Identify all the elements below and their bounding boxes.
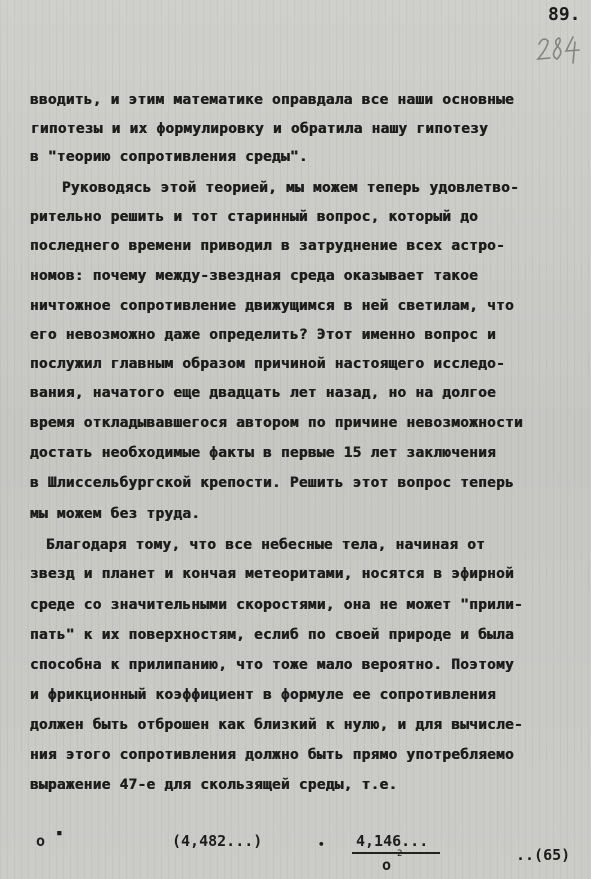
- text-line: вания, начатого еще двадцать лет назад, но на долгое: [30, 385, 497, 401]
- formula-bracket-value: (4,482...): [172, 832, 263, 850]
- text-line: пать" к их поверхностям, еслиб по своей природе и была: [30, 627, 515, 643]
- text-line: должен быть отброшен как близкий к нулю, и для вычисле-: [30, 717, 524, 733]
- formula-dot: •: [318, 838, 325, 851]
- text-line: рительно решить и тот старинный вопрос, который до: [30, 209, 479, 225]
- text-line: в Шлиссельбургской крепости. Решить этот вопрос теперь: [30, 475, 515, 491]
- text-line: выражение 47-е для скользящей среды, т.е.: [30, 777, 398, 793]
- formula-left-mark: ▪: [56, 826, 63, 839]
- formula-denominator: o: [382, 856, 392, 874]
- formula-small-mark: 2: [397, 849, 403, 859]
- text-line: мы можем без труда.: [30, 506, 201, 522]
- fraction-line: [352, 852, 440, 854]
- text-line: его невозможно даже определить? Этот именно вопрос и: [30, 327, 497, 343]
- text-line: способна к прилипанию, что тоже мало вероятно. Поэтому: [30, 657, 515, 673]
- equation-number: ..(65): [516, 846, 571, 864]
- text-line: среде со значительными скоростями, она не может "прили-: [30, 597, 524, 613]
- text-line: послужил главным образом причиной настоящего исследо-: [30, 356, 506, 372]
- text-line: вводить, и этим математике оправдала все наши основные: [30, 92, 515, 108]
- text-line: Руководясь этой теорией, мы можем теперь удовлетво-: [62, 180, 520, 196]
- text-line: ния этого сопротивления должно быть прямо употребляемо: [30, 747, 515, 763]
- handwritten-archive-number: [533, 32, 585, 66]
- text-line: гипотезы и их формулировку и обратила нашу гипотезу: [31, 121, 489, 137]
- formula-left-symbol: o: [36, 832, 46, 850]
- text-line: достать необходимые факты в первые 15 лет заключения: [30, 445, 497, 461]
- text-line: последнего времени приводил в затруднение всех астро-: [30, 238, 506, 254]
- text-line: время откладывавшегося автором по причине невозможности: [30, 415, 524, 431]
- text-line: в "теорию сопротивления среды".: [30, 149, 308, 165]
- text-line: звезд и планет и кончая метеоритами, носятся в эфирной: [30, 566, 515, 582]
- formula-numerator: 4,146...: [356, 832, 429, 850]
- page-number: 89.: [548, 4, 581, 25]
- text-line: ничтожное сопротивление движущимся в ней светилам, что: [30, 298, 515, 314]
- text-line: Благодаря тому, что все небесные тела, начиная от: [46, 537, 486, 553]
- text-line: и фрикционный коэффициент в формуле ее сопротивления: [30, 687, 497, 703]
- text-line: номов: почему между-звездная среда оказывает такое: [30, 268, 479, 284]
